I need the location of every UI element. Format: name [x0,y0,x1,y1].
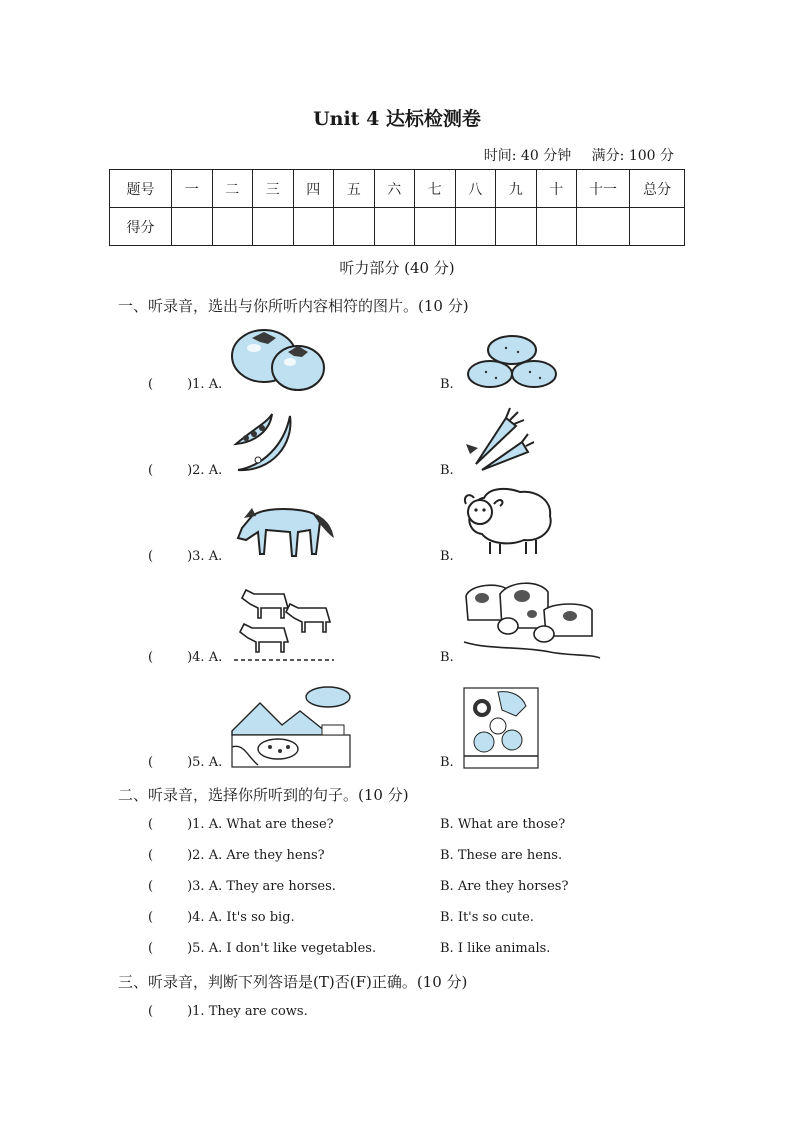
full-score: 满分: 100 分 [591,148,674,164]
carrots-icon [462,404,534,476]
score-header-cell: 七 [415,170,456,208]
option-b-label: B. [440,377,454,392]
score-cell[interactable] [577,208,630,246]
score-header-cell: 二 [212,170,253,208]
listening-section-title: 听力部分 (40 分) [339,259,455,277]
score-header-cell: 三 [253,170,294,208]
answer-paren[interactable]: ( ) [148,377,193,392]
sheep-icon [460,486,554,556]
score-row-label: 得分 [110,208,172,246]
score-header-cell: 十 [536,170,577,208]
score-header-cell: 九 [496,170,537,208]
option-b: B. It's so cute. [440,910,534,925]
score-header-cell: 题号 [110,170,172,208]
part3-item-1: ( )1. They are cows. [148,1004,308,1019]
part2-heading: 二、听录音，选择你所听到的句子。(10 分) [118,786,409,804]
score-cell[interactable] [536,208,577,246]
goats-icon [232,578,336,664]
score-header-cell: 四 [293,170,334,208]
score-header-cell: 六 [374,170,415,208]
exam-meta [468,145,674,165]
answer-paren[interactable]: ( ) [148,910,193,925]
score-cell[interactable] [334,208,375,246]
potatoes-icon [466,334,560,390]
part2-item-4: ( )4. A. It's so big. [148,910,295,925]
score-table-score-row [110,208,685,246]
option-b: B. These are hens. [440,848,563,863]
zoo-icon [462,686,540,770]
cows-icon [460,576,602,662]
horse-icon [232,494,336,560]
score-cell[interactable] [415,208,456,246]
answer-paren[interactable]: ( ) [148,755,193,770]
farm-icon [230,685,352,769]
option-b-label: B. [440,549,454,564]
answer-paren[interactable]: ( ) [148,817,193,832]
score-cell[interactable] [172,208,213,246]
part3-heading: 三、听录音，判断下列答语是(T)否(F)正确。(10 分) [118,973,468,991]
part1-heading: 一、听录音，选出与你所听内容相符的图片。(10 分) [118,297,469,315]
score-header-cell: 总分 [630,170,685,208]
score-cell[interactable] [455,208,496,246]
answer-paren[interactable]: ( ) [148,848,193,863]
score-table-header-row [110,170,685,208]
answer-paren[interactable]: ( ) [148,549,193,564]
answer-paren[interactable]: ( ) [148,941,193,956]
score-cell[interactable] [374,208,415,246]
answer-paren[interactable]: ( ) [148,879,193,894]
part1-item-2: ( )2. A. [148,463,223,478]
score-cell[interactable] [212,208,253,246]
part2-item-5: ( )5. A. I don't like vegetables. [148,941,377,956]
score-table [109,169,685,246]
score-cell[interactable] [630,208,685,246]
score-cell[interactable] [293,208,334,246]
time-limit: 时间: 40 分钟 [483,148,572,164]
tomatoes-icon [230,328,326,392]
option-b-label: B. [440,650,454,665]
part1-item-4: ( )4. A. [148,650,223,665]
option-b-label: B. [440,755,454,770]
score-header-cell: 五 [334,170,375,208]
part1-item-3: ( )3. A. [148,549,223,564]
option-b-label: B. [440,463,454,478]
part1-item-5: ( )5. A. [148,755,223,770]
score-header-cell: 八 [455,170,496,208]
answer-paren[interactable]: ( ) [148,650,193,665]
part2-item-3: ( )3. A. They are horses. [148,879,336,894]
score-header-cell: 一 [172,170,213,208]
score-header-cell: 十一 [577,170,630,208]
part2-item-2: ( )2. A. Are they hens? [148,848,325,863]
page-title: Unit 4 达标检测卷 [313,108,481,130]
part1-item-1: ( )1. A. [148,377,223,392]
option-b: B. What are those? [440,817,566,832]
green-beans-icon [232,410,296,476]
answer-paren[interactable]: ( ) [148,1004,193,1019]
score-cell[interactable] [253,208,294,246]
option-b: B. Are they horses? [440,879,569,894]
answer-paren[interactable]: ( ) [148,463,193,478]
part2-item-1: ( )1. A. What are these? [148,817,334,832]
option-b: B. I like animals. [440,941,551,956]
score-cell[interactable] [496,208,537,246]
